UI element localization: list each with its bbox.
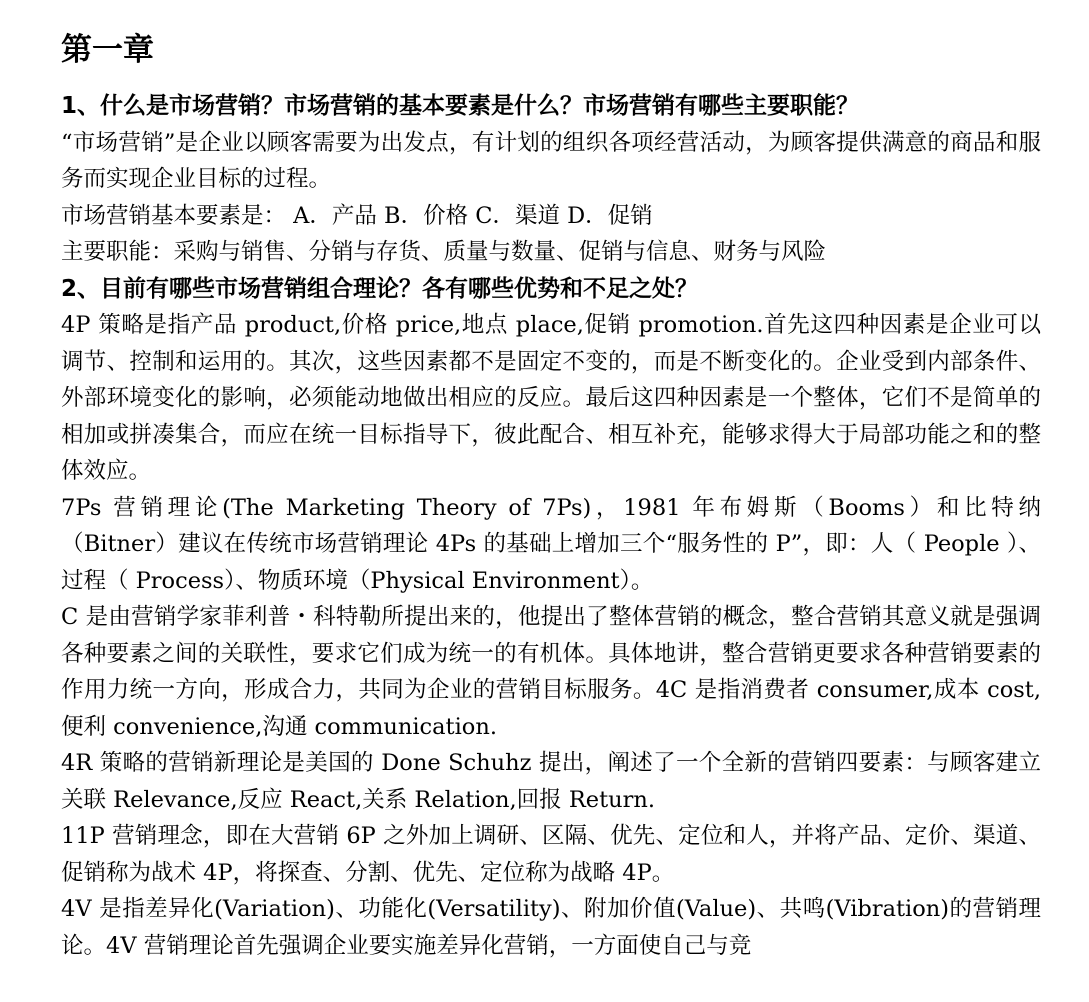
answer-2-7ps: 7Ps 营销理论(The Marketing Theory of 7Ps)，1981 年布姆斯（Booms）和比特纳（Bitner）建议在传统市场营销理论 4Ps 的基础上增加三个“服务性的 P”，即：人（ People ）、过程（ Process）、物质环境（Physical Environment）。	[61, 494, 1041, 594]
question-2: 2、目前有哪些市场营销组合理论？各有哪些优势和不足之处？	[61, 275, 699, 302]
answer-2-4p: 4P 策略是指产品 product,价格 price,地点 place,促销 promotion.首先这四种因素是企业可以调节、控制和运用的。其次，这些因素都不是固定不变的，而是不断变化的。企业受到内部条件、外部环境变化的影响，必须能动地做出相应的反应。最后这四种因素是一个整体，它们不是简单的相加或拼凑集合，而应在统一目标指导下，彼此配合、相互补充，能够求得大于局部功能之和的整体效应。	[61, 312, 1041, 484]
answer-1-functions: 主要职能：采购与销售、分销与存货、质量与数量、促销与信息、财务与风险	[61, 239, 827, 265]
chapter-title: 第一章	[61, 32, 154, 68]
answer-2-4c: C 是由营销学家菲利普・科特勒所提出来的，他提出了整体营销的概念，整合营销其意义就是强调各种要素之间的关联性，要求它们成为统一的有机体。具体地讲，整合营销更要求各种营销要素的作用力统一方向，形成合力，共同为企业的营销目标服务。4C 是指消费者 consumer,成本 cost,便利 convenience,沟通 communication.	[61, 604, 1041, 740]
answer-2-4v: 4V 是指差异化(Variation)、功能化(Versatility)、附加价值(Value)、共鸣(Vibration)的营销理论。4V 营销理论首先强调企业要实施差异化营销，一方面使自己与竞	[61, 896, 1041, 959]
answer-2-4r: 4R 策略的营销新理论是美国的 Done Schuhz 提出，阐述了一个全新的营销四要素：与顾客建立关联 Relevance,反应 React,关系 Relation,回报 Return.	[61, 750, 1041, 813]
answer-1-definition: “市场营销”是企业以顾客需要为出发点，有计划的组织各项经营活动，为顾客提供满意的商品和服务而实现企业目标的过程。	[61, 129, 1041, 192]
answer-1-elements: 市场营销基本要素是： A．产品 B．价格 C．渠道 D．促销	[61, 202, 653, 229]
question-1: 1、什么是市场营销？市场营销的基本要素是什么？市场营销有哪些主要职能？	[61, 93, 860, 119]
answer-2-11p: 11P 营销理念，即在大营销 6P 之外加上调研、区隔、优先、定位和人，并将产品、定价、渠道、促销称为战术 4P，将探查、分割、优先、定位称为战略 4P。	[61, 823, 1041, 886]
document-page	[61, 26, 1041, 964]
